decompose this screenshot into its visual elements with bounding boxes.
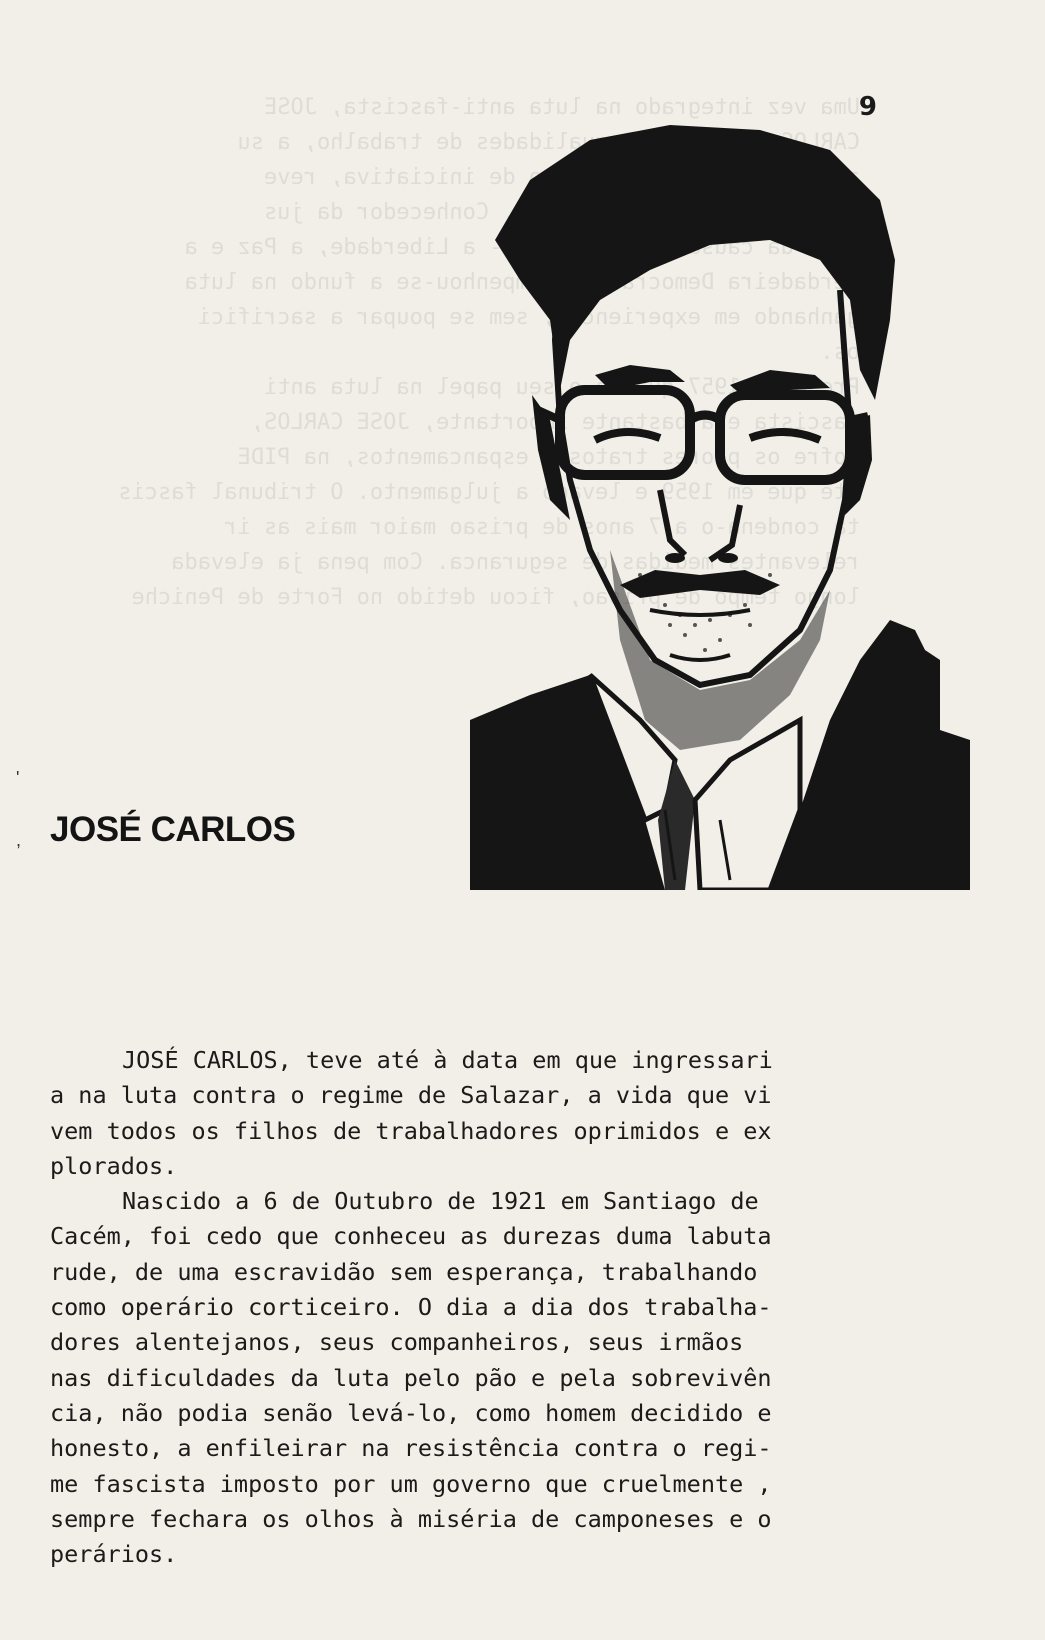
text-line: honesto, a enfileirar na resistência contra o regi- [50, 1434, 772, 1463]
text-line: sempre fechara os olhos à miséria de camponeses e o [50, 1504, 772, 1533]
text-line: cia, não podia senão levá-lo, como homem decidido e [50, 1398, 772, 1427]
text-line: plorados. [50, 1151, 178, 1180]
text-line: rude, de uma escravidão sem esperança, trabalhando [50, 1257, 758, 1286]
text-line: como operário corticeiro. O dia a dia dos trabalha- [50, 1293, 772, 1322]
portrait-illustration-icon [470, 120, 970, 890]
text-line: a na luta contra o regime de Salazar, a vida que vi [50, 1081, 772, 1110]
text-line: JOSÉ CARLOS, teve até à data em que ingressari [122, 1046, 773, 1074]
text-line: me fascista imposto por um governo que cruelmente , [50, 1469, 772, 1498]
biography-text [50, 1043, 860, 1572]
text-line: Cacém, foi cedo que conheceu as durezas duma labuta [50, 1222, 772, 1251]
text-line: nas dificuldades da luta pelo pão e pela sobrevivên [50, 1363, 772, 1392]
text-line: vem todos os filhos de trabalhadores oprimidos e ex [50, 1116, 772, 1145]
page-number: 9 [858, 92, 877, 122]
paragraph [50, 1184, 860, 1572]
text-line: dores alentejanos, seus companheiros, seus irmãos [50, 1328, 744, 1357]
margin-mark: , [16, 830, 22, 850]
bleed-through-texture: Uma vez integrado na luta anti-fascista, JOSE CARLOS qualidades de trabalho, a su de iniciativa, reve Conhecedor da jus da causa - a Liberdade, a Paz e a verdadeira Democracia empenhou-se a fundo na luta ganhando em experiencia, sem se poupar a sacrifici os. 1957 quando o seu papel na luta anti fascista era bastante importante, JOSE CARLOS, sofre os piores tratos espancamentos, na PIDE ate que em 1959 e levado a julgamento. O tribunal fascis ta condena-o a 7 anos de prisao maior mais as ir relevantes medidas de seguranca. Com pena ja elevada tempo de prisao, ficou detido no Forte de Peniche [118, 95, 860, 610]
text-line: perários. [50, 1540, 178, 1569]
paragraph [50, 1043, 860, 1184]
text-line: Nascido a 6 de Outubro de 1921 em Santiago de [122, 1187, 759, 1216]
margin-mark: ' [16, 768, 20, 788]
page-title: JOSÉ CARLOS [50, 810, 296, 849]
